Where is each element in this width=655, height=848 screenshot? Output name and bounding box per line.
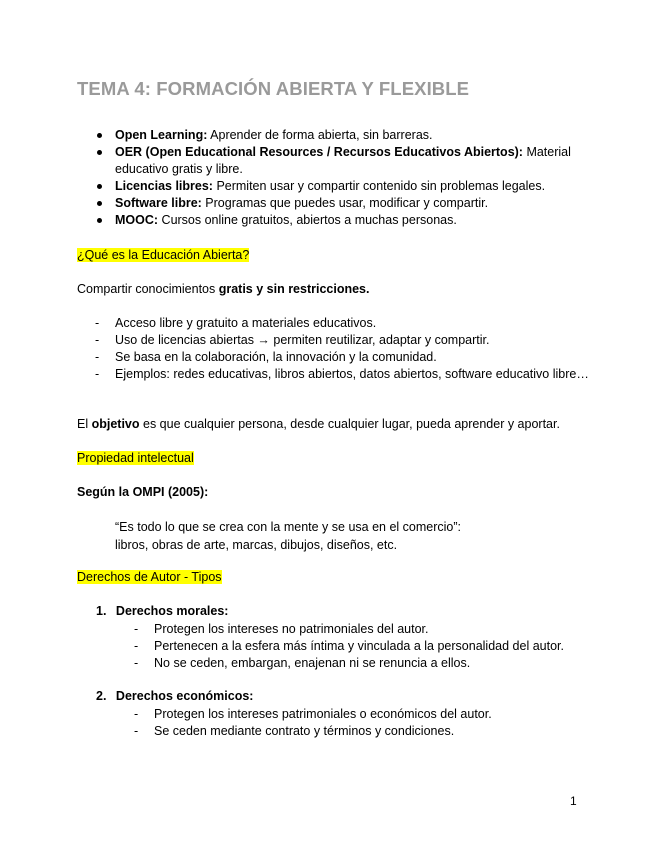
bullet-icon — [97, 150, 102, 155]
ompi-source: Según la OMPI (2005): — [77, 485, 209, 499]
list-item: - Se basa en la colaboración, la innovación y la comunidad. — [95, 350, 437, 364]
list-item: Open Learning: Aprender de forma abierta, sin barreras. — [77, 127, 597, 144]
list-item: - No se ceden, embargan, enajenan ni se renuncia a ellos. — [134, 656, 471, 670]
list-item: Licencias libres: Permiten usar y compartir contenido sin problemas legales. — [77, 178, 597, 195]
dash-icon: - — [134, 707, 139, 721]
moral-rights-heading: 1. Derechos morales: — [96, 604, 229, 618]
list-item: - Se ceden mediante contrato y términos y condiciones. — [134, 724, 455, 738]
page-title: TEMA 4: FORMACIÓN ABIERTA Y FLEXIBLE — [77, 78, 470, 99]
list-item: - Acceso libre y gratuito a materiales educativos. — [95, 316, 377, 330]
dash-icon: - — [95, 333, 100, 347]
list-item: OER (Open Educational Resources / Recursos Educativos Abiertos): Material educativo gratis y libre. — [77, 144, 597, 178]
dash-icon: - — [134, 656, 139, 670]
list-item: MOOC: Cursos online gratuitos, abiertos a muchas personas. — [77, 212, 597, 229]
list-item: - Pertenecen a la esfera más íntima y vinculada a la personalidad del autor. — [134, 639, 564, 653]
moral-rights-list — [115, 621, 595, 672]
list-item: - Uso de licencias abiertas → permiten reutilizar, adaptar y compartir. — [95, 333, 490, 347]
section-heading-open-education: ¿Qué es la Educación Abierta? — [77, 248, 250, 262]
page-number: 1 — [570, 794, 577, 808]
open-education-list — [77, 315, 597, 383]
objective-paragraph: El objetivo es que cualquier persona, desde cualquier lugar, pueda aprender y aportar. — [77, 417, 560, 431]
open-education-intro: Compartir conocimientos gratis y sin restricciones. — [77, 282, 370, 296]
dash-icon: - — [95, 367, 100, 381]
dash-icon: - — [134, 639, 139, 653]
list-item: - Protegen los intereses patrimoniales o económicos del autor. — [134, 707, 492, 721]
dash-icon: - — [134, 724, 139, 738]
economic-rights-list — [115, 706, 595, 740]
section-heading-intellectual-property: Propiedad intelectual — [77, 451, 194, 465]
bullet-icon — [97, 133, 102, 138]
economic-rights-heading: 2. Derechos económicos: — [96, 689, 254, 703]
bullet-icon — [97, 184, 102, 189]
section-heading-copyright-types: Derechos de Autor - Tipos — [77, 570, 222, 584]
dash-icon: - — [95, 316, 100, 330]
bullet-icon — [97, 201, 102, 206]
dash-icon: - — [95, 350, 100, 364]
key-terms-list — [77, 127, 597, 229]
dash-icon: - — [134, 622, 139, 636]
list-item: - Ejemplos: redes educativas, libros abiertos, datos abiertos, software educativo libre… — [95, 367, 589, 381]
list-item: Software libre: Programas que puedes usar, modificar y compartir. — [77, 195, 597, 212]
ompi-quote: “Es todo lo que se crea con la mente y se usa en el comercio”: libros, obras de arte, marcas, dibujos, diseños, etc. — [115, 520, 462, 552]
list-item: - Protegen los intereses no patrimoniales del autor. — [134, 622, 429, 636]
bullet-icon — [97, 218, 102, 223]
